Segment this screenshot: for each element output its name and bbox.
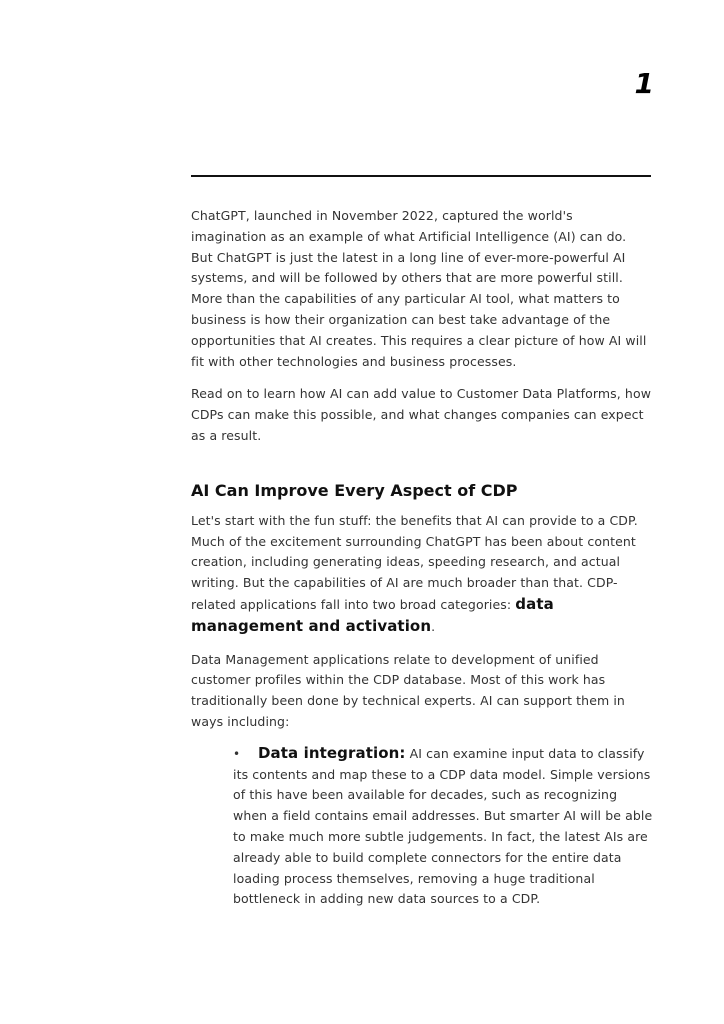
bullet-icon: • [233,746,241,761]
section-paragraph-1 [191,511,651,638]
chapter-divider [191,175,651,177]
section-paragraph-1-bold: data management and activation [191,594,554,635]
bullet-term: Data integration: [258,743,406,762]
bullet-list [233,743,653,910]
section-heading: AI Can Improve Every Aspect of CDP [191,480,518,500]
section-paragraph-1-end: . [431,618,436,634]
bullet-text: AI can examine input data to classify its contents and map these to a CDP data model. Simple versions of this have been available for decades, such as recognizing when a field contains email addresses. But smarter AI will be able to make much more subtle judgements. In fact, the latest AIs are already able to build complete connectors for the entire data loading process themselves, removing a huge traditional bottleneck in adding new data sources to a CDP. [233,745,653,907]
list-item [233,743,653,910]
intro-paragraph-2: Read on to learn how AI can add value to Customer Data Platforms, how CDPs can make this possible, and what changes companies can expect as a result. [191,386,652,443]
page-number: 1 [634,67,654,100]
section-paragraph-1-text: Let's start with the fun stuff: the benefits that AI can provide to a CDP. Much of the excitement surrounding ChatGPT has been about content creation, including generating ideas, speeding research, and actual writing. But the capabilities of AI are much broader than that. CDP-related applications fall into two broad categories: [191,512,638,612]
intro-paragraph-1: ChatGPT, launched in November 2022, captured the world's imagination as an example of what Artificial Intelligence (AI) can do. But ChatGPT is just the latest in a long line of ever-more-powerful AI systems, and will be followed by others that are more powerful still. More than the capabilities of any particular AI tool, what matters to business is how their organization can best take advantage of the opportunities that AI creates. This requires a clear picture of how AI will fit with other technologies and business processes. [191,208,647,369]
section-paragraph-2: Data Management applications relate to development of unified customer profiles within the CDP database. Most of this work has traditionally been done by technical experts. AI can support them in ways including: [191,651,625,729]
page-content [191,206,651,910]
